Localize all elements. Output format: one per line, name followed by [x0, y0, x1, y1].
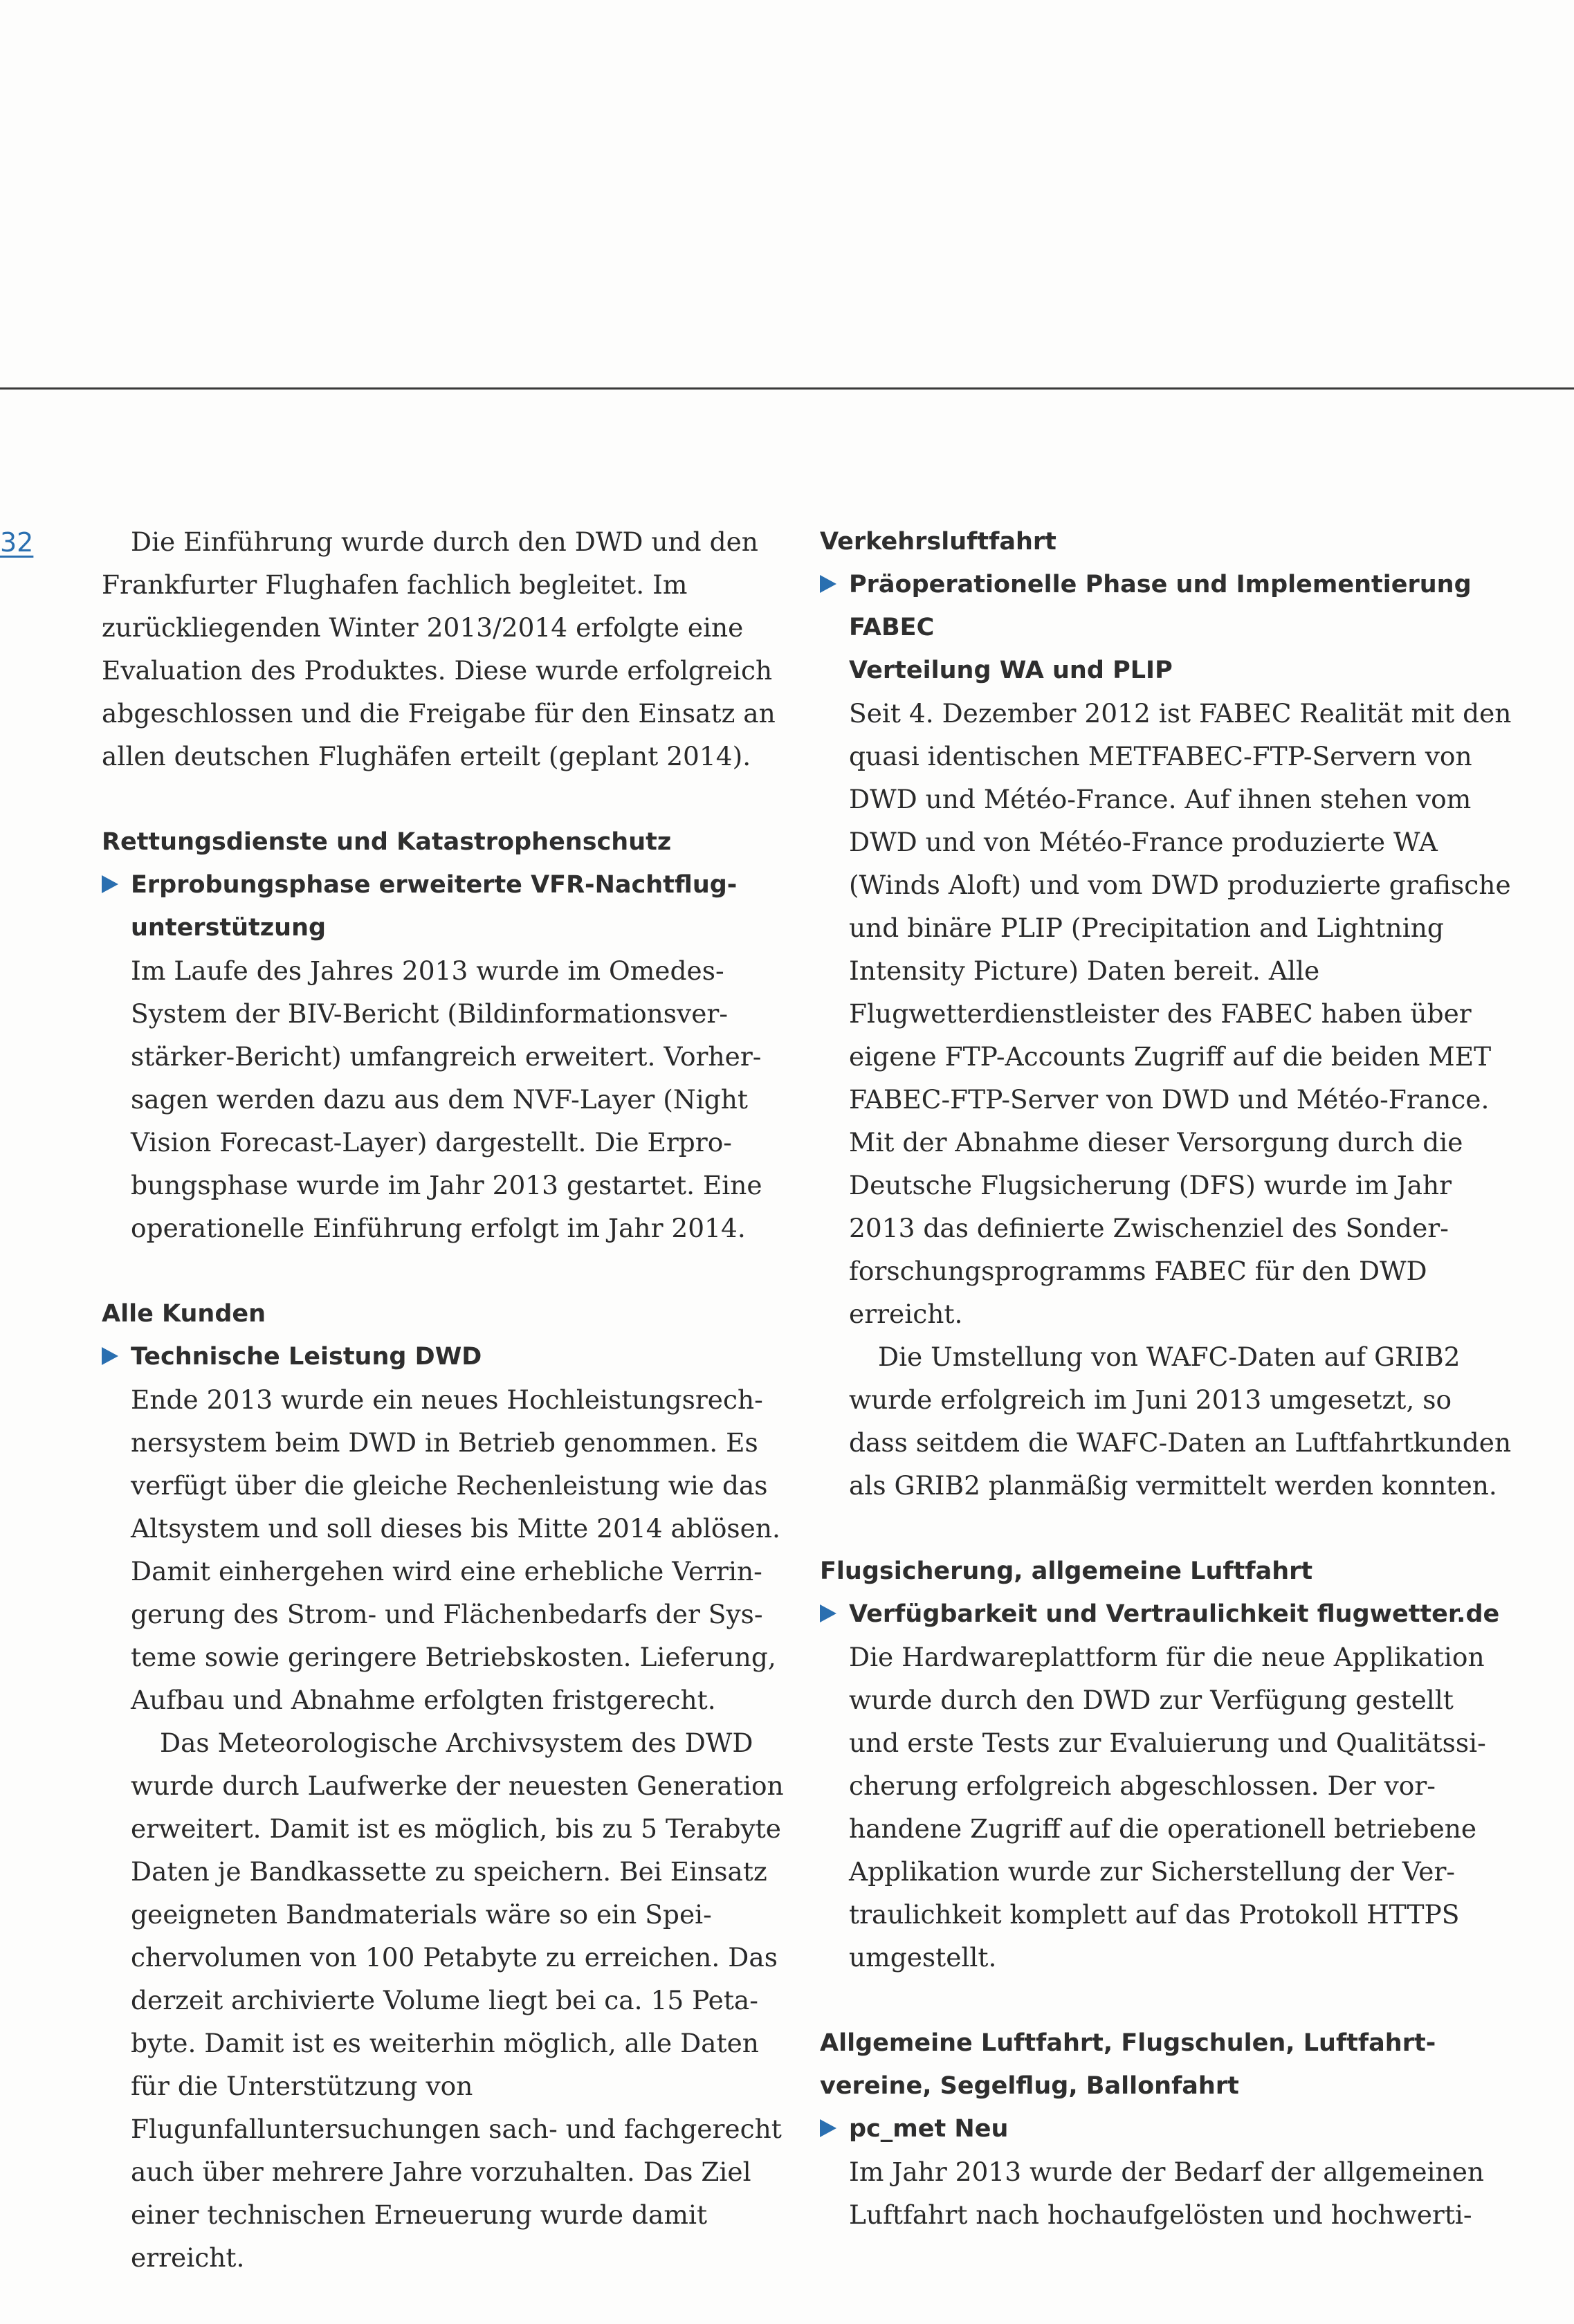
subsection [820, 563, 1512, 692]
paragraph: Die Umstellung von WAFC-Daten auf GRIB2 wurde erfolgreich im Juni 2013 umgesetzt, so dass seitdem die WAFC-Daten an Luftfahrtkunden als GRIB2 planmäßig vermittelt werden konnten. [849, 1342, 1512, 1501]
section-heading: Allgemeine Luftfahrt, Flugschulen, Luftfahrtvereine, Segelflug, Ballonfahrt [820, 2029, 1436, 2100]
section-heading: Flugsicherung, allgemeine Luftfahrt [820, 1557, 1313, 1585]
paragraph: Ende 2013 wurde ein neues Hochleistungsrechnersystem beim DWD in Betrieb genommen. Es verfügt über die gleiche Rechenleistung wie das Altsystem und soll dieses bis Mitte 2014 ablösen. Damit einhergehen wird eine erhebliche Verringerung des Strom- und Flächenbedarfs der Systeme sowie geringere Betriebskosten. Lieferung, Aufbau und Abnahme erfolgten fristgerecht. [131, 1384, 780, 1715]
subsection-title: Präoperationelle Phase und Implementierung FABEC [849, 571, 1472, 641]
section-heading: Alle Kunden [102, 1300, 266, 1328]
subsection [102, 863, 787, 949]
section-body [102, 949, 787, 1250]
section-body [820, 692, 1512, 1507]
paragraph: Seit 4. Dezember 2012 ist FABEC Realität mit den quasi identischen METFABEC-FTP-Servern von DWD und Météo-France. Auf ihnen stehen vom DWD und von Météo-France produzierte WA (Winds Aloft) und vom DWD produzierte grafische und binäre PLIP (Precipitation and Lightning Intensity Picture) Daten bereit. Alle Flugwetterdienstleister des FABEC haben über eigene FTP-Accounts Zugriff auf die beiden MET FABEC-FTP-Server von DWD und Météo-France. Mit der Abnahme dieser Versorgung durch die Deutsche Flugsicherung (DFS) wurde im Jahr 2013 das definierte Zwischenziel des Sonderforschungsprogramms FABEC für den DWD erreicht. [849, 698, 1512, 1329]
triangle-right-icon [820, 2119, 836, 2137]
subsection [820, 2107, 1512, 2150]
subsection-title: Verfügbarkeit und Vertraulichkeit flugwetter.de [849, 1600, 1500, 1628]
section-body [102, 1378, 787, 2279]
subsection-title: Erprobungsphase erweiterte VFR-Nachtflugunterstützung [131, 871, 738, 942]
section-alle-kunden [102, 1292, 787, 2279]
section-allgemeine-luftfahrt [820, 2022, 1512, 2236]
right-column [820, 520, 1512, 2279]
section-flugsicherung [820, 1550, 1512, 1979]
section-heading: Rettungsdienste und Katastrophenschutz [102, 828, 672, 856]
subsection-title: Technische Leistung DWD [131, 1343, 482, 1371]
subsection [820, 1593, 1512, 1636]
paragraph: Das Meteorologische Archivsystem des DWD wurde durch Laufwerke der neuesten Generation erweitert. Damit ist es möglich, bis zu 5 Terabyte Daten je Bandkassette zu speichern. Bei Einsatz geeigneten Bandmaterials wäre so ein Speichervolumen von 100 Petabyte zu erreichen. Das derzeit archivierte Volume liegt bei ca. 15 Petabyte. Damit ist es weiterhin möglich, alle Daten für die Unterstützung von Flugunfalluntersuchungen sach- und fachgerecht auch über mehrere Jahre vorzuhalten. Das Ziel einer technischen Erneuerung wurde damit erreicht. [131, 1728, 784, 2273]
paragraph: Die Hardwareplattform für die neue Applikation wurde durch den DWD zur Verfügung gestellt und erste Tests zur Evaluierung und Qualitätssicherung erfolgreich abgeschlossen. Der vorhandene Zugriff auf die operationell betriebene Applikation wurde zur Sicherstellung der Vertraulichkeit komplett auf das Protokoll HTTPS umgestellt. [849, 1642, 1486, 1973]
paragraph: Im Jahr 2013 wurde der Bedarf der allgemeinen Luftfahrt nach hochaufgelösten und hochwerti- [849, 2157, 1485, 2230]
intro-block [102, 520, 787, 778]
header-rule [0, 387, 1574, 390]
section-verkehrsluftfahrt [820, 520, 1512, 1507]
page-number: 32 [0, 527, 34, 558]
triangle-right-icon [102, 1347, 118, 1365]
triangle-right-icon [820, 1604, 836, 1622]
section-body [820, 1636, 1512, 1979]
subsection-title: pc_met Neu [849, 2115, 1009, 2143]
section-body [820, 2150, 1512, 2236]
intro-paragraph: Die Einführung wurde durch den DWD und den Frankfurter Flughafen fachlich begleitet. Im zurückliegenden Winter 2013/2014 erfolgte eine Evaluation des Produktes. Diese wurde erfolgreich abgeschlossen und die Freigabe für den Einsatz an allen deutschen Flughäfen erteilt (geplant 2014). [102, 527, 776, 771]
section-heading: Verkehrsluftfahrt [820, 528, 1056, 556]
triangle-right-icon [102, 875, 118, 893]
subsection [102, 1335, 787, 1378]
section-rettungsdienste [102, 821, 787, 1250]
left-column [102, 520, 787, 2322]
paragraph: Im Laufe des Jahres 2013 wurde im Omedes-System der BIV-Bericht (Bildinformationsverstärker-Bericht) umfangreich erweitert. Vorhersagen werden dazu aus dem NVF-Layer (Night Vision Forecast-Layer) dargestellt. Die Erprobungsphase wurde im Jahr 2013 gestartet. Eine operationelle Einführung erfolgt im Jahr 2014. [131, 955, 762, 1243]
subsection-secondary-title: Verteilung WA und PLIP [849, 657, 1173, 684]
triangle-right-icon [820, 575, 836, 593]
